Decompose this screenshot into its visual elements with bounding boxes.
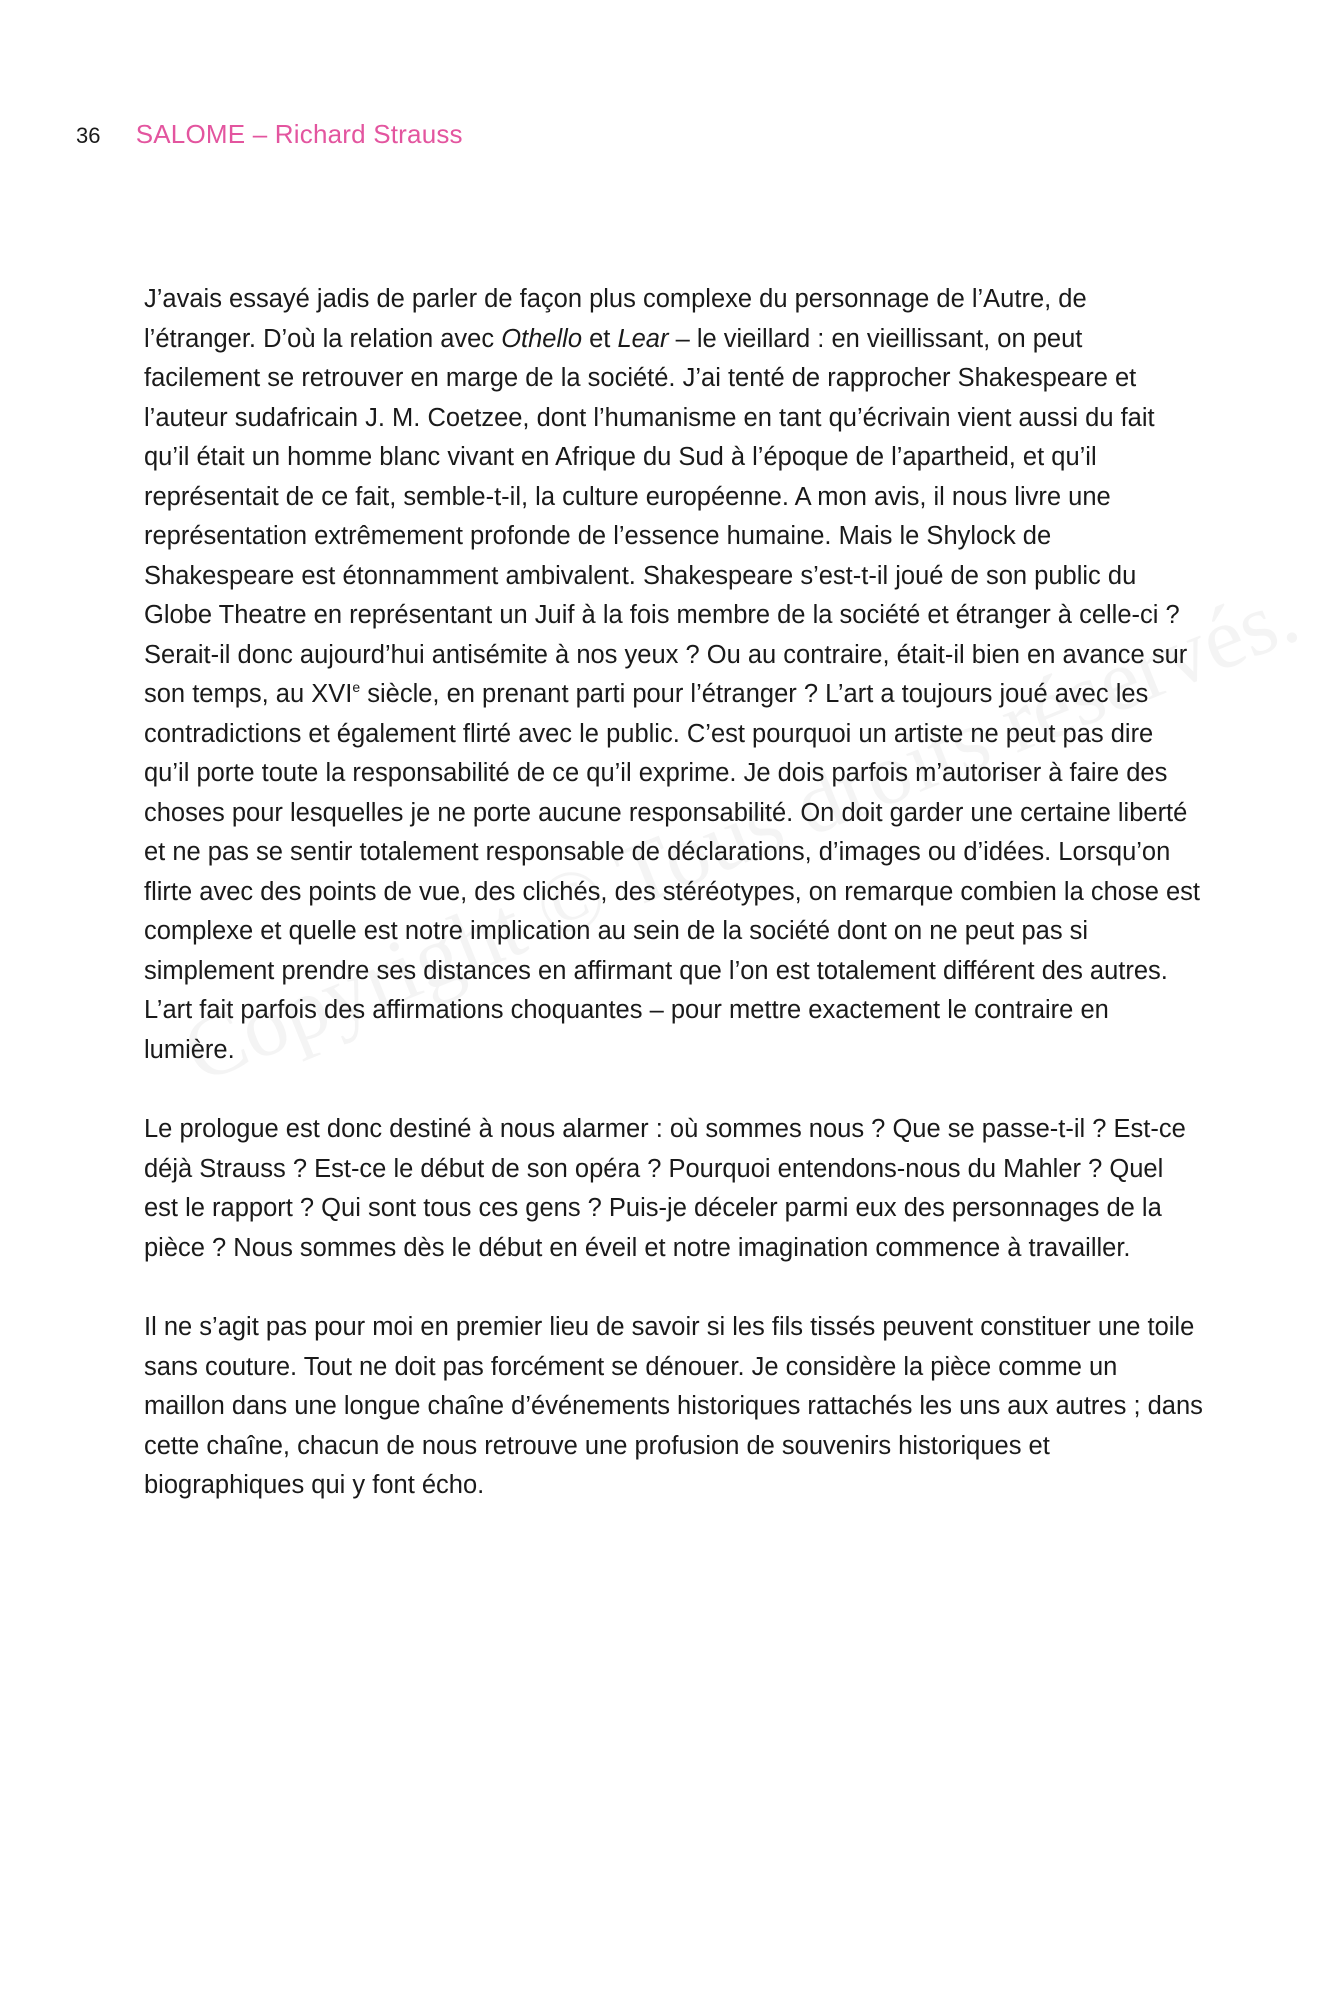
text-run: Le prologue est donc destiné à nous alarmer : où sommes nous ? Que se passe-t-il ? Est-ce déjà Strauss ? Est-ce le début de son opéra ? Pourquoi entendons-nous du Mahler ? Quel est le rapport ? Qui sont tous ces gens ? Puis-je déceler parmi eux des personnages de la pièce ? Nous sommes dès le début en éveil et notre imagination commence à travailler. [144, 1115, 1186, 1262]
text-run: et [582, 324, 618, 353]
text-run: J’avais essayé jadis de parler de façon plus complexe du personnage de l’Autre, de l’étranger. D’où la relation avec [144, 285, 1087, 353]
running-title: SALOME – Richard Strauss [135, 119, 463, 149]
paragraph-1 [144, 280, 1204, 1070]
text-run: Il ne s’agit pas pour moi en premier lieu de savoir si les fils tissés peuvent constituer une toile sans couture. Tout ne doit pas forcément se dénouer. Je considère la pièce comme un maillon dans une longue chaîne d’événements historiques rattachés les uns aux autres ; dans cette chaîne, chacun de nous retrouve une profusion de souvenirs historiques et biographiques qui y font écho. [144, 1313, 1203, 1499]
body-text [144, 280, 1204, 1546]
paragraph-2 [144, 1110, 1204, 1268]
text-run: siècle, en prenant parti pour l’étranger ? L’art a toujours joué avec les contradictions et également flirté avec le public. C’est pourquoi un artiste ne peut pas dire qu’il porte toute la responsabilité de ce qu’il exprime. Je dois parfois m’autoriser à faire des choses pour lesquelles je ne porte aucune responsabilité. On doit garder une certaine liberté et ne pas se sentir totalement responsable de déclarations, d’images ou d’idées. Lorsqu’on flirte avec des points de vue, des clichés, des stéréotypes, on remarque combien la chose est complexe et quelle est notre implication au sein de la société dont on ne peut pas si simplement prendre ses distances en affirmant que l’on est totalement différent des autres. L’art fait parfois des affirmations choquantes – pour mettre exactement le contraire en lumière. [144, 680, 1200, 1064]
italic-title: Lear [617, 324, 669, 353]
italic-title: Othello [501, 324, 582, 353]
running-header [76, 118, 463, 152]
text-run: – le vieillard : en vieillissant, on peut facilement se retrouver en marge de la société. J’ai tenté de rapprocher Shakespeare et l’auteur sudafricain J. M. Coetzee, dont l’humanisme en tant qu’écrivain vient aussi du fait qu’il était un homme blanc vivant en Afrique du Sud à l’époque de l’apartheid, et qu’il représentait de ce fait, semble-t-il, la culture européenne. A mon avis, il nous livre une représentation extrêmement profonde de l’essence humaine. Mais le Shylock de Shakespeare est étonnamment ambivalent. Shakespeare s’est-t-il joué de son public du Globe Theatre en représentant un Juif à la fois membre de la société et étranger à celle-ci ? Serait-il donc aujourd’hui antisémite à nos yeux ? Ou au contraire, était-il bien en avance sur son temps, au XVI [144, 324, 1188, 708]
page-number: 36 [76, 123, 101, 148]
superscript: e [352, 679, 361, 695]
paragraph-3 [144, 1308, 1204, 1506]
